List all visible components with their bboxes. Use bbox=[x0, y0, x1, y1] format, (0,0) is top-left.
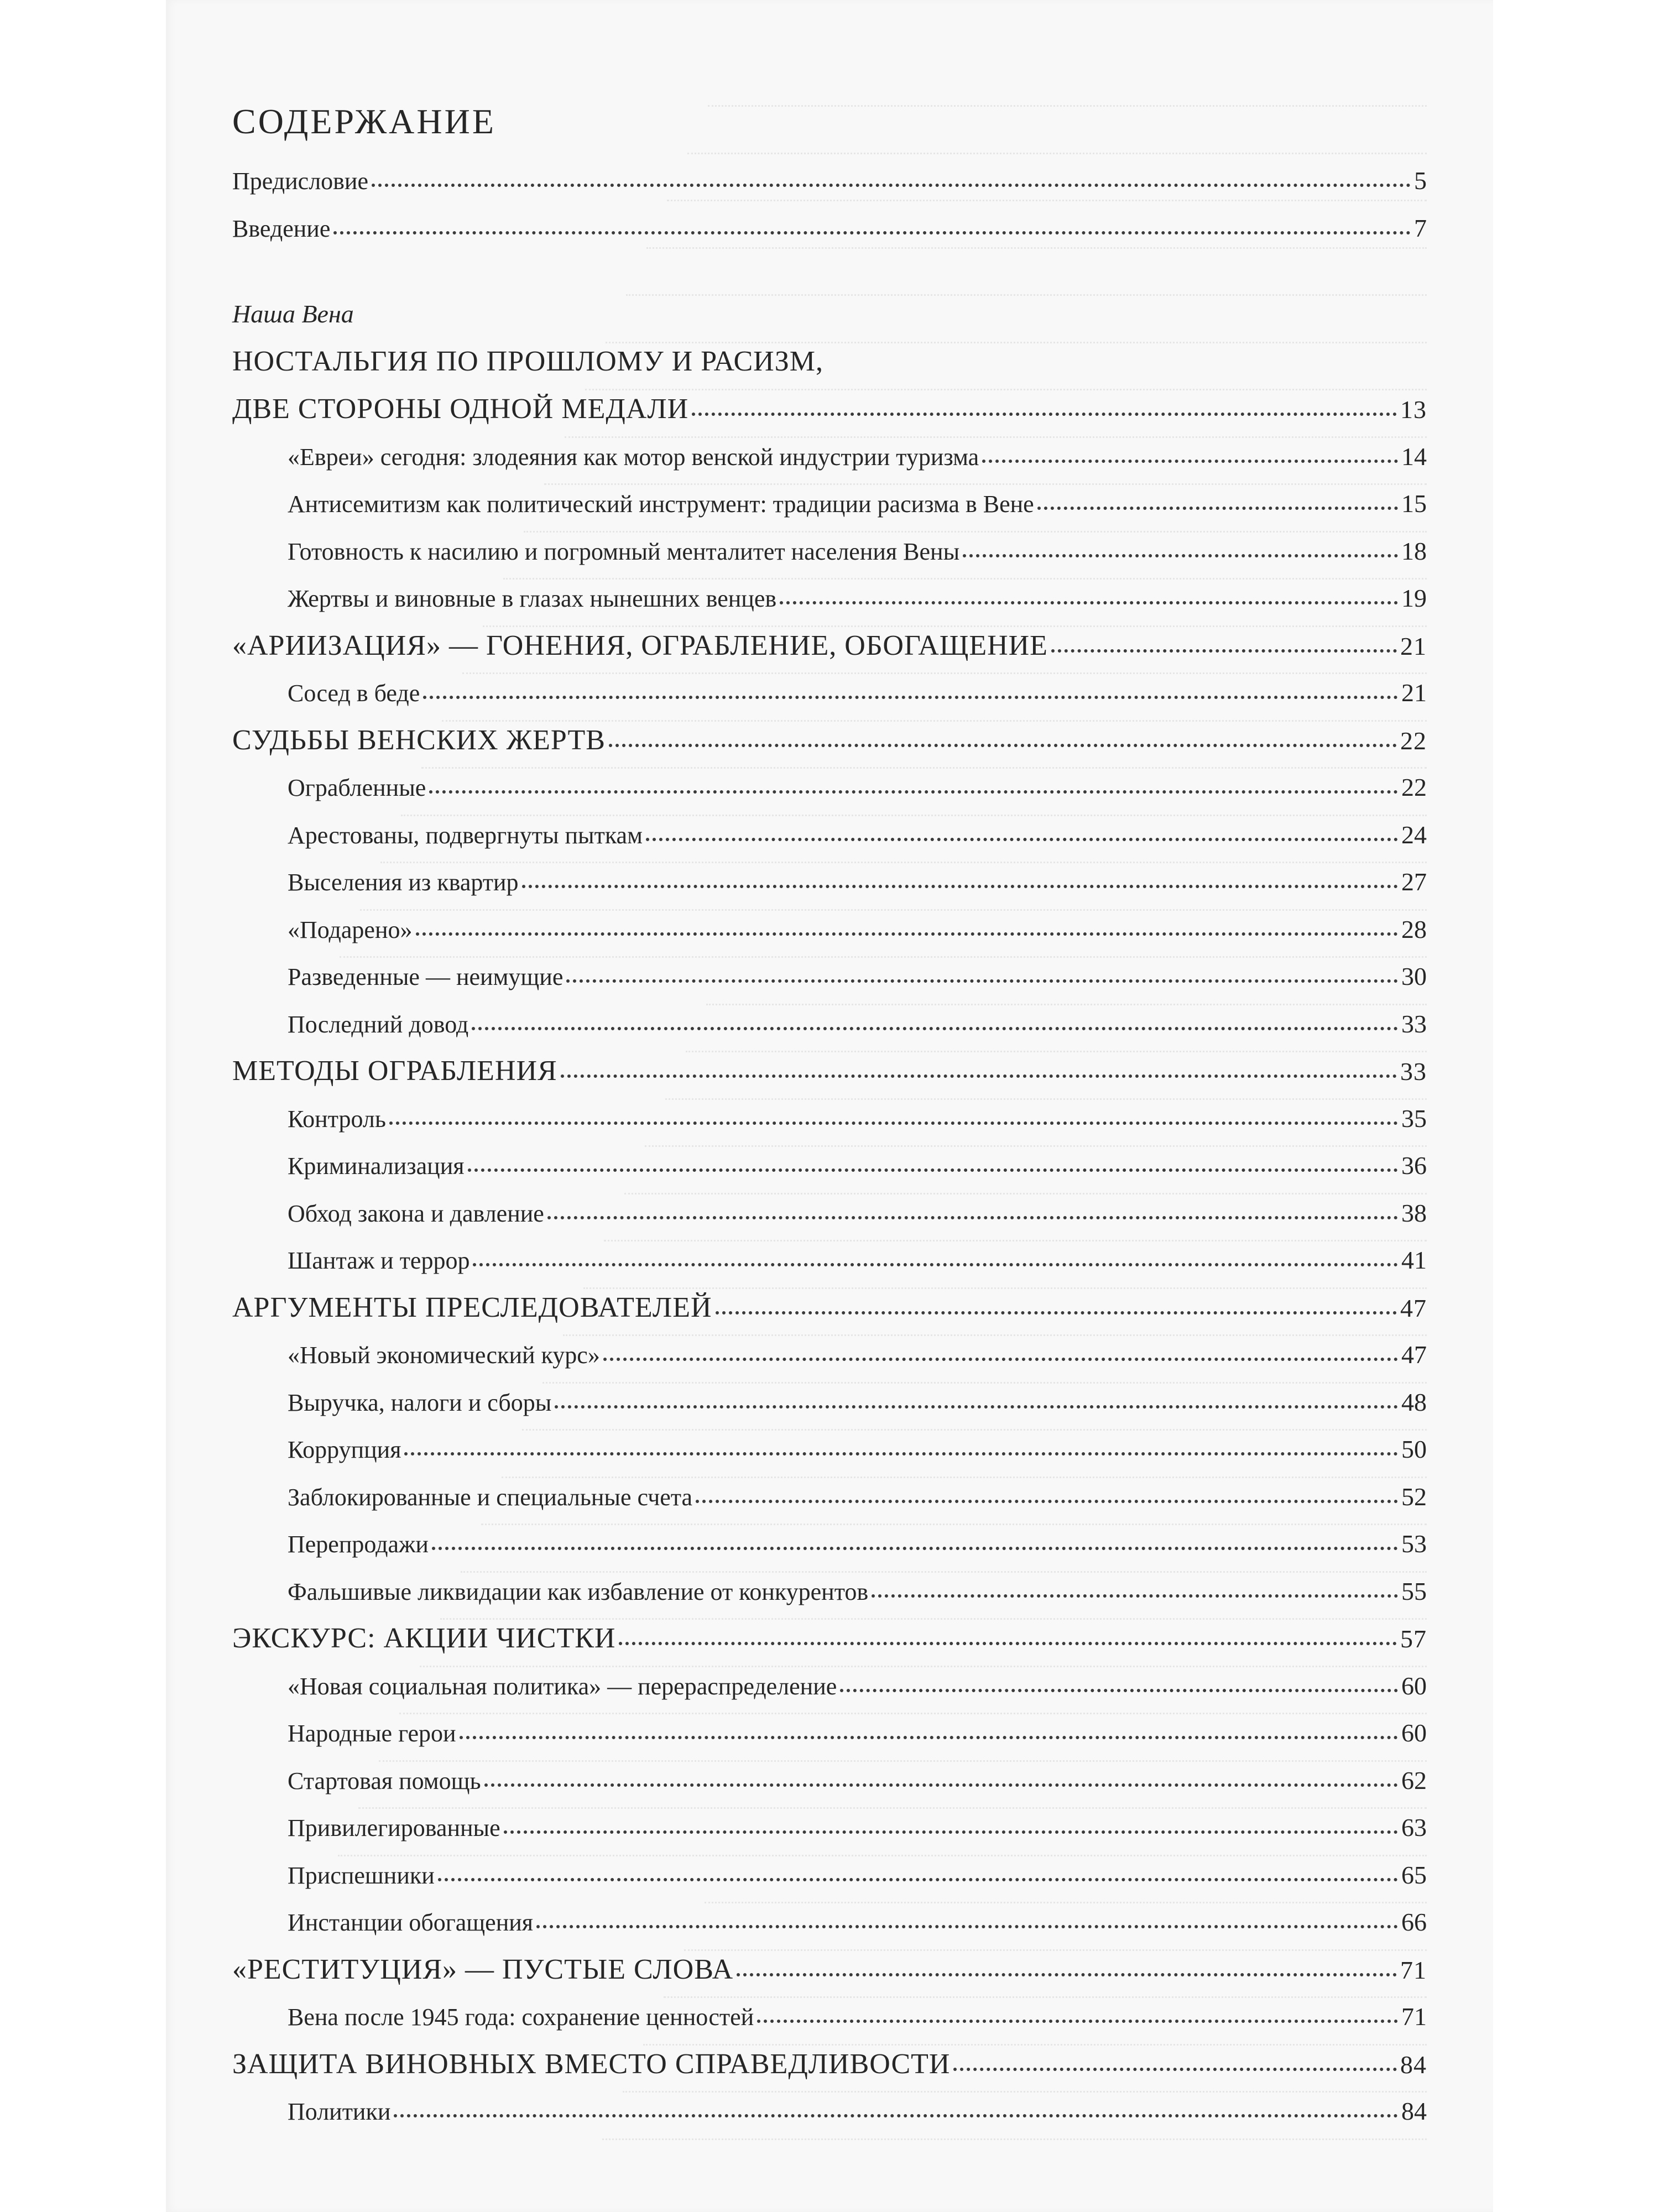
dot-leader bbox=[473, 1263, 1398, 1266]
toc-entry-page: 22 bbox=[1400, 726, 1427, 755]
toc-entry-page: 60 bbox=[1401, 1671, 1427, 1700]
table-of-contents bbox=[232, 88, 1427, 2135]
toc-entry-label: Коррупция bbox=[288, 1436, 401, 1463]
toc-entry-page: 28 bbox=[1401, 915, 1427, 943]
dot-leader bbox=[692, 413, 1397, 416]
toc-section-entry bbox=[232, 528, 1427, 575]
toc-section-entry bbox=[232, 2088, 1427, 2135]
toc-entry-label: «Новый экономический курс» bbox=[288, 1342, 600, 1369]
toc-entry-page: 55 bbox=[1401, 1577, 1427, 1605]
toc-section-entry bbox=[232, 433, 1427, 481]
toc-entry-label: Привилегированные bbox=[288, 1814, 500, 1841]
toc-section-entry bbox=[232, 811, 1427, 859]
dot-leader bbox=[468, 1168, 1399, 1172]
toc-section-entry bbox=[232, 858, 1427, 906]
dot-leader bbox=[423, 696, 1398, 699]
toc-entry-label: АРГУМЕНТЫ ПРЕСЛЕДОВАТЕЛЕЙ bbox=[232, 1291, 712, 1323]
toc-section-entry bbox=[232, 1190, 1427, 1237]
dot-leader bbox=[963, 554, 1398, 557]
toc-entry-label: СУДЬБЫ ВЕНСКИХ ЖЕРТВ bbox=[232, 724, 606, 756]
dot-leader bbox=[460, 1736, 1398, 1739]
toc-entry-label: Разведенные — неимущие bbox=[288, 963, 564, 990]
toc-entry-label: «Новая социальная политика» — перераспределение bbox=[288, 1672, 837, 1700]
dot-leader bbox=[394, 2114, 1398, 2117]
toc-entry-label: Выселения из квартир bbox=[288, 869, 519, 896]
toc-entry-label: Приспешники bbox=[288, 1861, 435, 1889]
dot-leader bbox=[504, 1830, 1398, 1834]
dot-leader bbox=[372, 184, 1411, 187]
toc-entry-label: Антисемитизм как политический инструмент: традиции расизма в Вене bbox=[288, 491, 1034, 518]
spacer bbox=[232, 252, 1427, 290]
toc-entry-preface bbox=[232, 157, 1427, 205]
toc-section-entry bbox=[232, 1331, 1427, 1379]
toc-entry-page: 38 bbox=[1401, 1198, 1427, 1227]
dot-leader bbox=[982, 460, 1398, 463]
toc-entry-label: Последний довод bbox=[288, 1010, 469, 1038]
toc-entry-label: Предисловие bbox=[232, 168, 368, 195]
toc-section-entry bbox=[232, 1000, 1427, 1048]
toc-chapter-entry bbox=[232, 1946, 1427, 1994]
toc-entry-page: 53 bbox=[1401, 1530, 1427, 1558]
dot-leader bbox=[333, 231, 1411, 234]
toc-section-entry bbox=[232, 1898, 1427, 1946]
toc-entry-label: Инстанции обогащения bbox=[288, 1909, 534, 1936]
toc-entry-label: Жертвы и виновные в глазах нынешних венцев bbox=[288, 585, 777, 612]
toc-entry-label: Обход закона и давление bbox=[288, 1199, 544, 1227]
dot-leader bbox=[555, 1405, 1398, 1408]
toc-entry-label: Выручка, налоги и сборы bbox=[288, 1389, 552, 1416]
toc-section-entry bbox=[232, 906, 1427, 953]
chapter-heading-line1: НОСТАЛЬГИЯ ПО ПРОШЛОМУ И РАСИЗМ, bbox=[232, 346, 823, 377]
dot-leader bbox=[432, 1547, 1398, 1550]
dot-leader bbox=[484, 1783, 1398, 1787]
toc-entry-page: 47 bbox=[1401, 1340, 1427, 1369]
toc-entry-label: «Евреи» сегодня: злодеяния как мотор венской индустрии туризма bbox=[288, 443, 979, 471]
toc-entry-page: 18 bbox=[1401, 536, 1427, 565]
toc-entry-page: 63 bbox=[1401, 1813, 1427, 1841]
toc-entry-page: 50 bbox=[1401, 1435, 1427, 1463]
toc-entry-label: Ограбленные bbox=[288, 774, 426, 801]
toc-chapter-entry bbox=[232, 1615, 1427, 1662]
dot-leader bbox=[566, 979, 1398, 983]
toc-chapter-heading-first bbox=[232, 338, 1427, 433]
toc-entry-label: Сосед в беде bbox=[288, 680, 420, 707]
dot-leader bbox=[536, 1925, 1398, 1928]
toc-entry-introduction bbox=[232, 205, 1427, 252]
dot-leader bbox=[404, 1452, 1398, 1455]
toc-section-entry bbox=[232, 1757, 1427, 1804]
dot-leader bbox=[603, 1358, 1398, 1361]
toc-entry-label: Введение bbox=[232, 215, 331, 242]
toc-entry-page: 21 bbox=[1400, 632, 1427, 660]
toc-section-entry bbox=[232, 953, 1427, 1000]
toc-section-entry bbox=[232, 1379, 1427, 1426]
toc-entry-label: Заблокированные и специальные счета bbox=[288, 1483, 693, 1511]
toc-section-entry bbox=[232, 1426, 1427, 1473]
toc-chapter-entry bbox=[232, 1047, 1427, 1095]
dot-leader bbox=[953, 2068, 1397, 2071]
dot-leader bbox=[547, 1216, 1398, 1219]
dot-leader bbox=[416, 932, 1399, 936]
dot-leader bbox=[609, 744, 1397, 747]
toc-chapter-entry bbox=[232, 1284, 1427, 1332]
dot-leader bbox=[1051, 649, 1397, 653]
toc-entry-label: Готовность к насилию и погромный менталитет населения Вены bbox=[288, 538, 960, 565]
dot-leader bbox=[522, 885, 1398, 888]
dot-leader bbox=[472, 1027, 1398, 1030]
toc-section-entry bbox=[232, 1520, 1427, 1568]
toc-section-entry bbox=[232, 1237, 1427, 1284]
toc-entry-page: 7 bbox=[1414, 213, 1427, 242]
toc-entry-page: 52 bbox=[1401, 1482, 1427, 1511]
toc-entry-label: ЭКСКУРС: АКЦИИ ЧИСТКИ bbox=[232, 1623, 616, 1654]
toc-entry-label: МЕТОДЫ ОГРАБЛЕНИЯ bbox=[232, 1055, 557, 1087]
toc-section-entry bbox=[232, 1804, 1427, 1851]
dot-leader bbox=[561, 1074, 1397, 1078]
dot-leader bbox=[757, 2020, 1398, 2023]
toc-entry-page: 35 bbox=[1401, 1104, 1427, 1133]
toc-section-entry bbox=[232, 1142, 1427, 1190]
toc-section-entry bbox=[232, 575, 1427, 622]
toc-entry-page: 30 bbox=[1401, 962, 1427, 990]
toc-entry-page: 27 bbox=[1401, 868, 1427, 896]
toc-entry-page: 33 bbox=[1401, 1009, 1427, 1038]
toc-chapter-entry bbox=[232, 2041, 1427, 2088]
toc-entry-label: Народные герои bbox=[288, 1720, 456, 1747]
toc-section-entry bbox=[232, 1568, 1427, 1615]
toc-entry-page: 14 bbox=[1401, 442, 1427, 471]
toc-section-entry bbox=[232, 1993, 1427, 2041]
toc-entry-label: «Подарено» bbox=[288, 916, 413, 943]
toc-entry-label: Криминализация bbox=[288, 1152, 465, 1180]
dot-leader bbox=[1037, 507, 1398, 510]
toc-section-entry bbox=[232, 1709, 1427, 1757]
toc-entry-page: 48 bbox=[1401, 1387, 1427, 1416]
dot-leader bbox=[438, 1878, 1398, 1881]
toc-entry-page: 60 bbox=[1401, 1719, 1427, 1747]
toc-entry-page: 13 bbox=[1400, 395, 1427, 424]
toc-entry-page: 71 bbox=[1400, 1955, 1427, 1984]
dot-leader bbox=[646, 838, 1398, 841]
toc-entry-page: 47 bbox=[1400, 1293, 1427, 1322]
toc-entry-label: Контроль bbox=[288, 1105, 386, 1133]
dot-leader bbox=[619, 1642, 1397, 1645]
toc-entry-page: 84 bbox=[1401, 2097, 1427, 2125]
toc-entry-label: Вена после 1945 года: сохранение ценностей bbox=[288, 2004, 754, 2031]
dot-leader bbox=[389, 1121, 1398, 1125]
toc-entry-label: Фальшивые ликвидации как избавление от конкурентов bbox=[288, 1578, 869, 1605]
toc-entry-label: «РЕСТИТУЦИЯ» — ПУСТЫЕ СЛОВА bbox=[232, 1953, 734, 1985]
dot-leader bbox=[840, 1689, 1398, 1692]
part-title: Наша Вена bbox=[232, 300, 354, 328]
toc-chapter-entry bbox=[232, 622, 1427, 670]
dot-leader bbox=[737, 1973, 1397, 1976]
dot-leader bbox=[780, 601, 1398, 604]
toc-entry-label: Перепродажи bbox=[288, 1531, 429, 1558]
toc-entry-page: 33 bbox=[1400, 1057, 1427, 1086]
dot-leader bbox=[696, 1500, 1398, 1503]
toc-entry-list bbox=[232, 433, 1427, 2135]
toc-entry-page: 24 bbox=[1401, 820, 1427, 849]
toc-entry-page: 71 bbox=[1401, 2002, 1427, 2031]
toc-entry-page: 41 bbox=[1401, 1246, 1427, 1274]
dot-leader bbox=[429, 790, 1398, 794]
toc-section-entry bbox=[232, 1473, 1427, 1521]
toc-entry-page: 57 bbox=[1400, 1625, 1427, 1653]
toc-section-entry bbox=[232, 1662, 1427, 1710]
toc-entry-page: 66 bbox=[1401, 1908, 1427, 1936]
toc-section-entry bbox=[232, 764, 1427, 811]
toc-entry-label: Арестованы, подвергнуты пыткам bbox=[288, 821, 643, 849]
toc-entry-label: ДВЕ СТОРОНЫ ОДНОЙ МЕДАЛИ bbox=[232, 393, 689, 425]
toc-chapter-entry bbox=[232, 717, 1427, 764]
toc-entry-label: Шантаж и террор bbox=[288, 1247, 470, 1274]
dot-leader bbox=[872, 1594, 1398, 1598]
toc-entry-label: «АРИИЗАЦИЯ» — ГОНЕНИЯ, ОГРАБЛЕНИЕ, ОБОГАЩЕНИЕ bbox=[232, 629, 1048, 661]
toc-entry-label: Стартовая помощь bbox=[288, 1767, 481, 1794]
toc-entry-page: 19 bbox=[1401, 584, 1427, 612]
toc-entry-page: 62 bbox=[1401, 1766, 1427, 1794]
toc-entry-page: 15 bbox=[1401, 489, 1427, 518]
toc-entry-page: 36 bbox=[1401, 1151, 1427, 1180]
toc-section-entry bbox=[232, 480, 1427, 528]
toc-section-entry bbox=[232, 1851, 1427, 1899]
dot-leader bbox=[716, 1311, 1397, 1314]
toc-entry-page: 84 bbox=[1400, 2050, 1427, 2079]
toc-entry-label: Политики bbox=[288, 2098, 391, 2125]
toc-entry-page: 65 bbox=[1401, 1860, 1427, 1889]
toc-section-entry bbox=[232, 669, 1427, 717]
chapter-heading-line2-entry bbox=[232, 385, 1427, 433]
toc-entry-page: 22 bbox=[1401, 773, 1427, 801]
toc-entry-page: 5 bbox=[1414, 166, 1427, 195]
toc-title: СОДЕРЖАНИЕ bbox=[232, 102, 496, 141]
toc-entry-label: ЗАЩИТА ВИНОВНЫХ ВМЕСТО СПРАВЕДЛИВОСТИ bbox=[232, 2048, 951, 2080]
toc-section-entry bbox=[232, 1095, 1427, 1142]
toc-entry-page: 21 bbox=[1401, 679, 1427, 707]
